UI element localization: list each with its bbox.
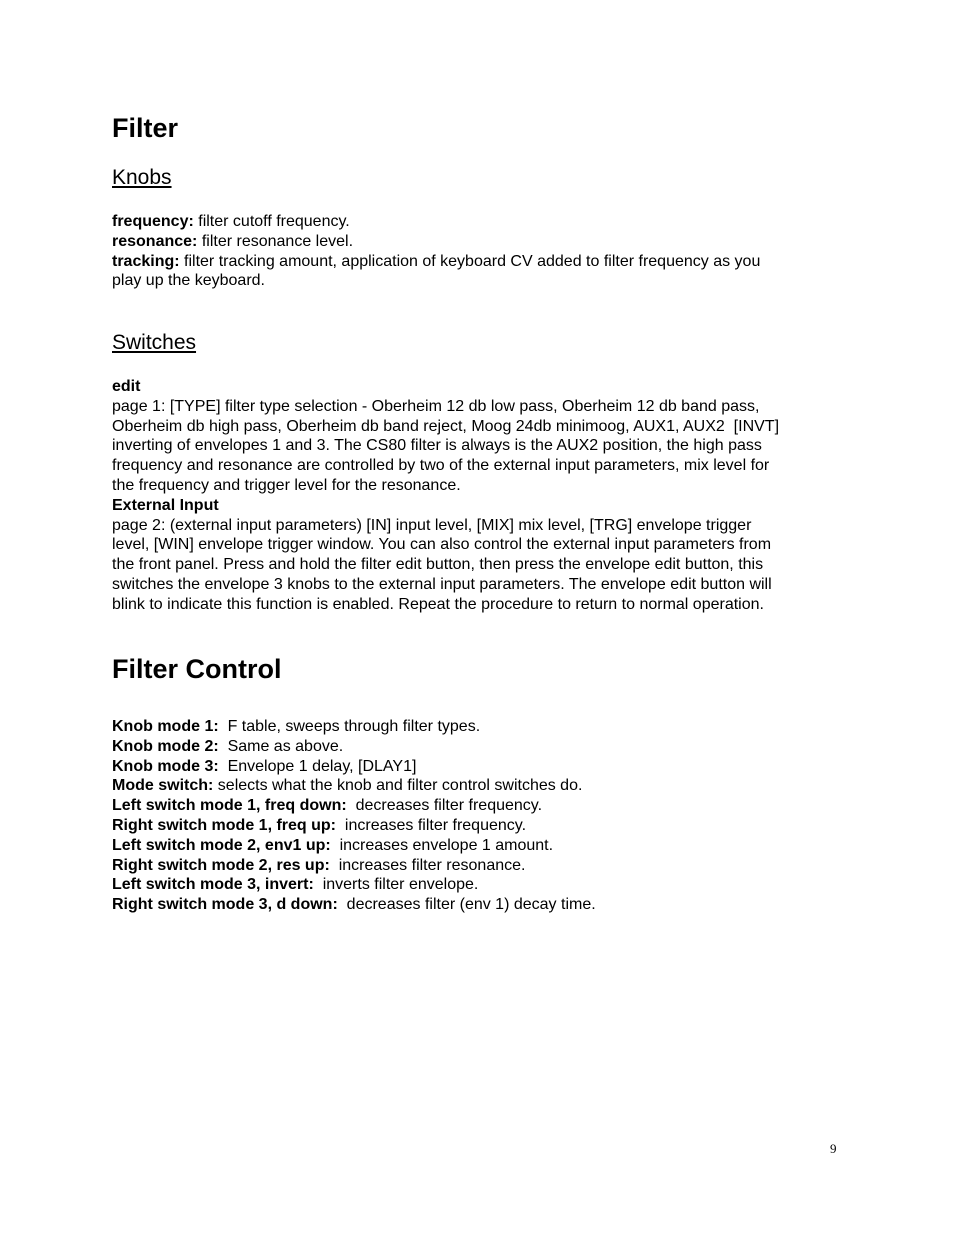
control-item	[112, 796, 842, 816]
control-term: Left switch mode 1, freq down:	[112, 797, 347, 815]
edit-line: the frequency and trigger level for the resonance.	[112, 476, 461, 494]
control-item	[112, 895, 842, 915]
control-description: decreases filter frequency.	[346, 797, 543, 815]
switches-heading: Switches	[112, 331, 197, 354]
control-term: Mode switch:	[112, 777, 214, 795]
filter-control-definitions	[112, 717, 842, 915]
switches-body	[112, 377, 842, 615]
control-term: Knob mode 2:	[112, 737, 219, 755]
control-item	[112, 757, 842, 777]
external-input-line: page 2: (external input parameters) [IN] input level, [MIX] mix level, [TRG] envelope trigger	[112, 516, 752, 534]
page-number: 9	[830, 1141, 837, 1156]
knob-term: resonance:	[112, 232, 198, 250]
external-input-line: switches the envelope 3 knobs to the external input parameters. The envelope edit button will	[112, 575, 772, 593]
external-input-line: the front panel. Press and hold the filter edit button, then press the envelope edit button, this	[112, 556, 764, 574]
control-description: Same as above.	[218, 737, 344, 755]
edit-line: Oberheim db high pass, Oberheim db band reject, Moog 24db minimoog, AUX1, AUX2 [INVT]	[112, 417, 780, 435]
control-term: Right switch mode 3, d down:	[112, 896, 338, 914]
control-description: increases filter resonance.	[329, 856, 526, 874]
knob-term: tracking:	[112, 252, 180, 270]
knob-description: filter resonance level.	[197, 232, 354, 250]
control-term: Knob mode 1:	[112, 718, 219, 735]
control-description: inverts filter envelope.	[313, 876, 479, 894]
knob-description: filter tracking amount, application of keyboard CV added to filter frequency as you	[179, 252, 761, 270]
edit-line: page 1: [TYPE] filter type selection - Oberheim 12 db low pass, Oberheim 12 db band pass,	[112, 397, 760, 415]
control-description: selects what the knob and filter control switches do.	[213, 777, 583, 795]
external-input-label: External Input	[112, 496, 219, 514]
control-item	[112, 856, 842, 876]
external-input-line: level, [WIN] envelope trigger window. You can also control the external input parameters from	[112, 536, 772, 554]
control-term: Left switch mode 3, invert:	[112, 876, 314, 894]
edit-label: edit	[112, 378, 141, 395]
control-item	[112, 717, 842, 737]
knob-term: frequency:	[112, 213, 194, 230]
knob-item-frequency	[112, 212, 842, 232]
control-item	[112, 875, 842, 895]
edit-line: frequency and resonance are controlled by two of the external input parameters, mix level for	[112, 457, 770, 475]
filter-control-heading: Filter Control	[112, 654, 282, 684]
control-term: Left switch mode 2, env1 up:	[112, 836, 331, 854]
control-description: F table, sweeps through filter types.	[218, 718, 481, 735]
control-item	[112, 737, 842, 757]
control-description: increases filter frequency.	[336, 816, 527, 834]
control-term: Right switch mode 2, res up:	[112, 856, 330, 874]
control-item	[112, 816, 842, 836]
control-description: Envelope 1 delay, [DLAY1]	[218, 757, 417, 775]
knob-description: filter cutoff frequency.	[193, 213, 350, 230]
control-item	[112, 836, 842, 856]
control-description: decreases filter (env 1) decay time.	[337, 896, 596, 914]
knob-item-tracking	[112, 252, 842, 272]
control-description: increases envelope 1 amount.	[330, 836, 554, 854]
knob-item-resonance	[112, 232, 842, 252]
filter-heading: Filter	[112, 113, 179, 143]
control-term: Right switch mode 1, freq up:	[112, 816, 337, 834]
knob-tracking-continued: play up the keyboard.	[112, 272, 265, 290]
edit-line: inverting of envelopes 1 and 3. The CS80 filter is always is the AUX2 position, the high pass	[112, 437, 762, 455]
knobs-heading: Knobs	[112, 166, 172, 189]
knobs-definitions	[112, 212, 842, 291]
control-item	[112, 776, 842, 796]
external-input-line: blink to indicate this function is enabled. Repeat the procedure to return to normal operation.	[112, 595, 764, 613]
control-term: Knob mode 3:	[112, 757, 219, 775]
